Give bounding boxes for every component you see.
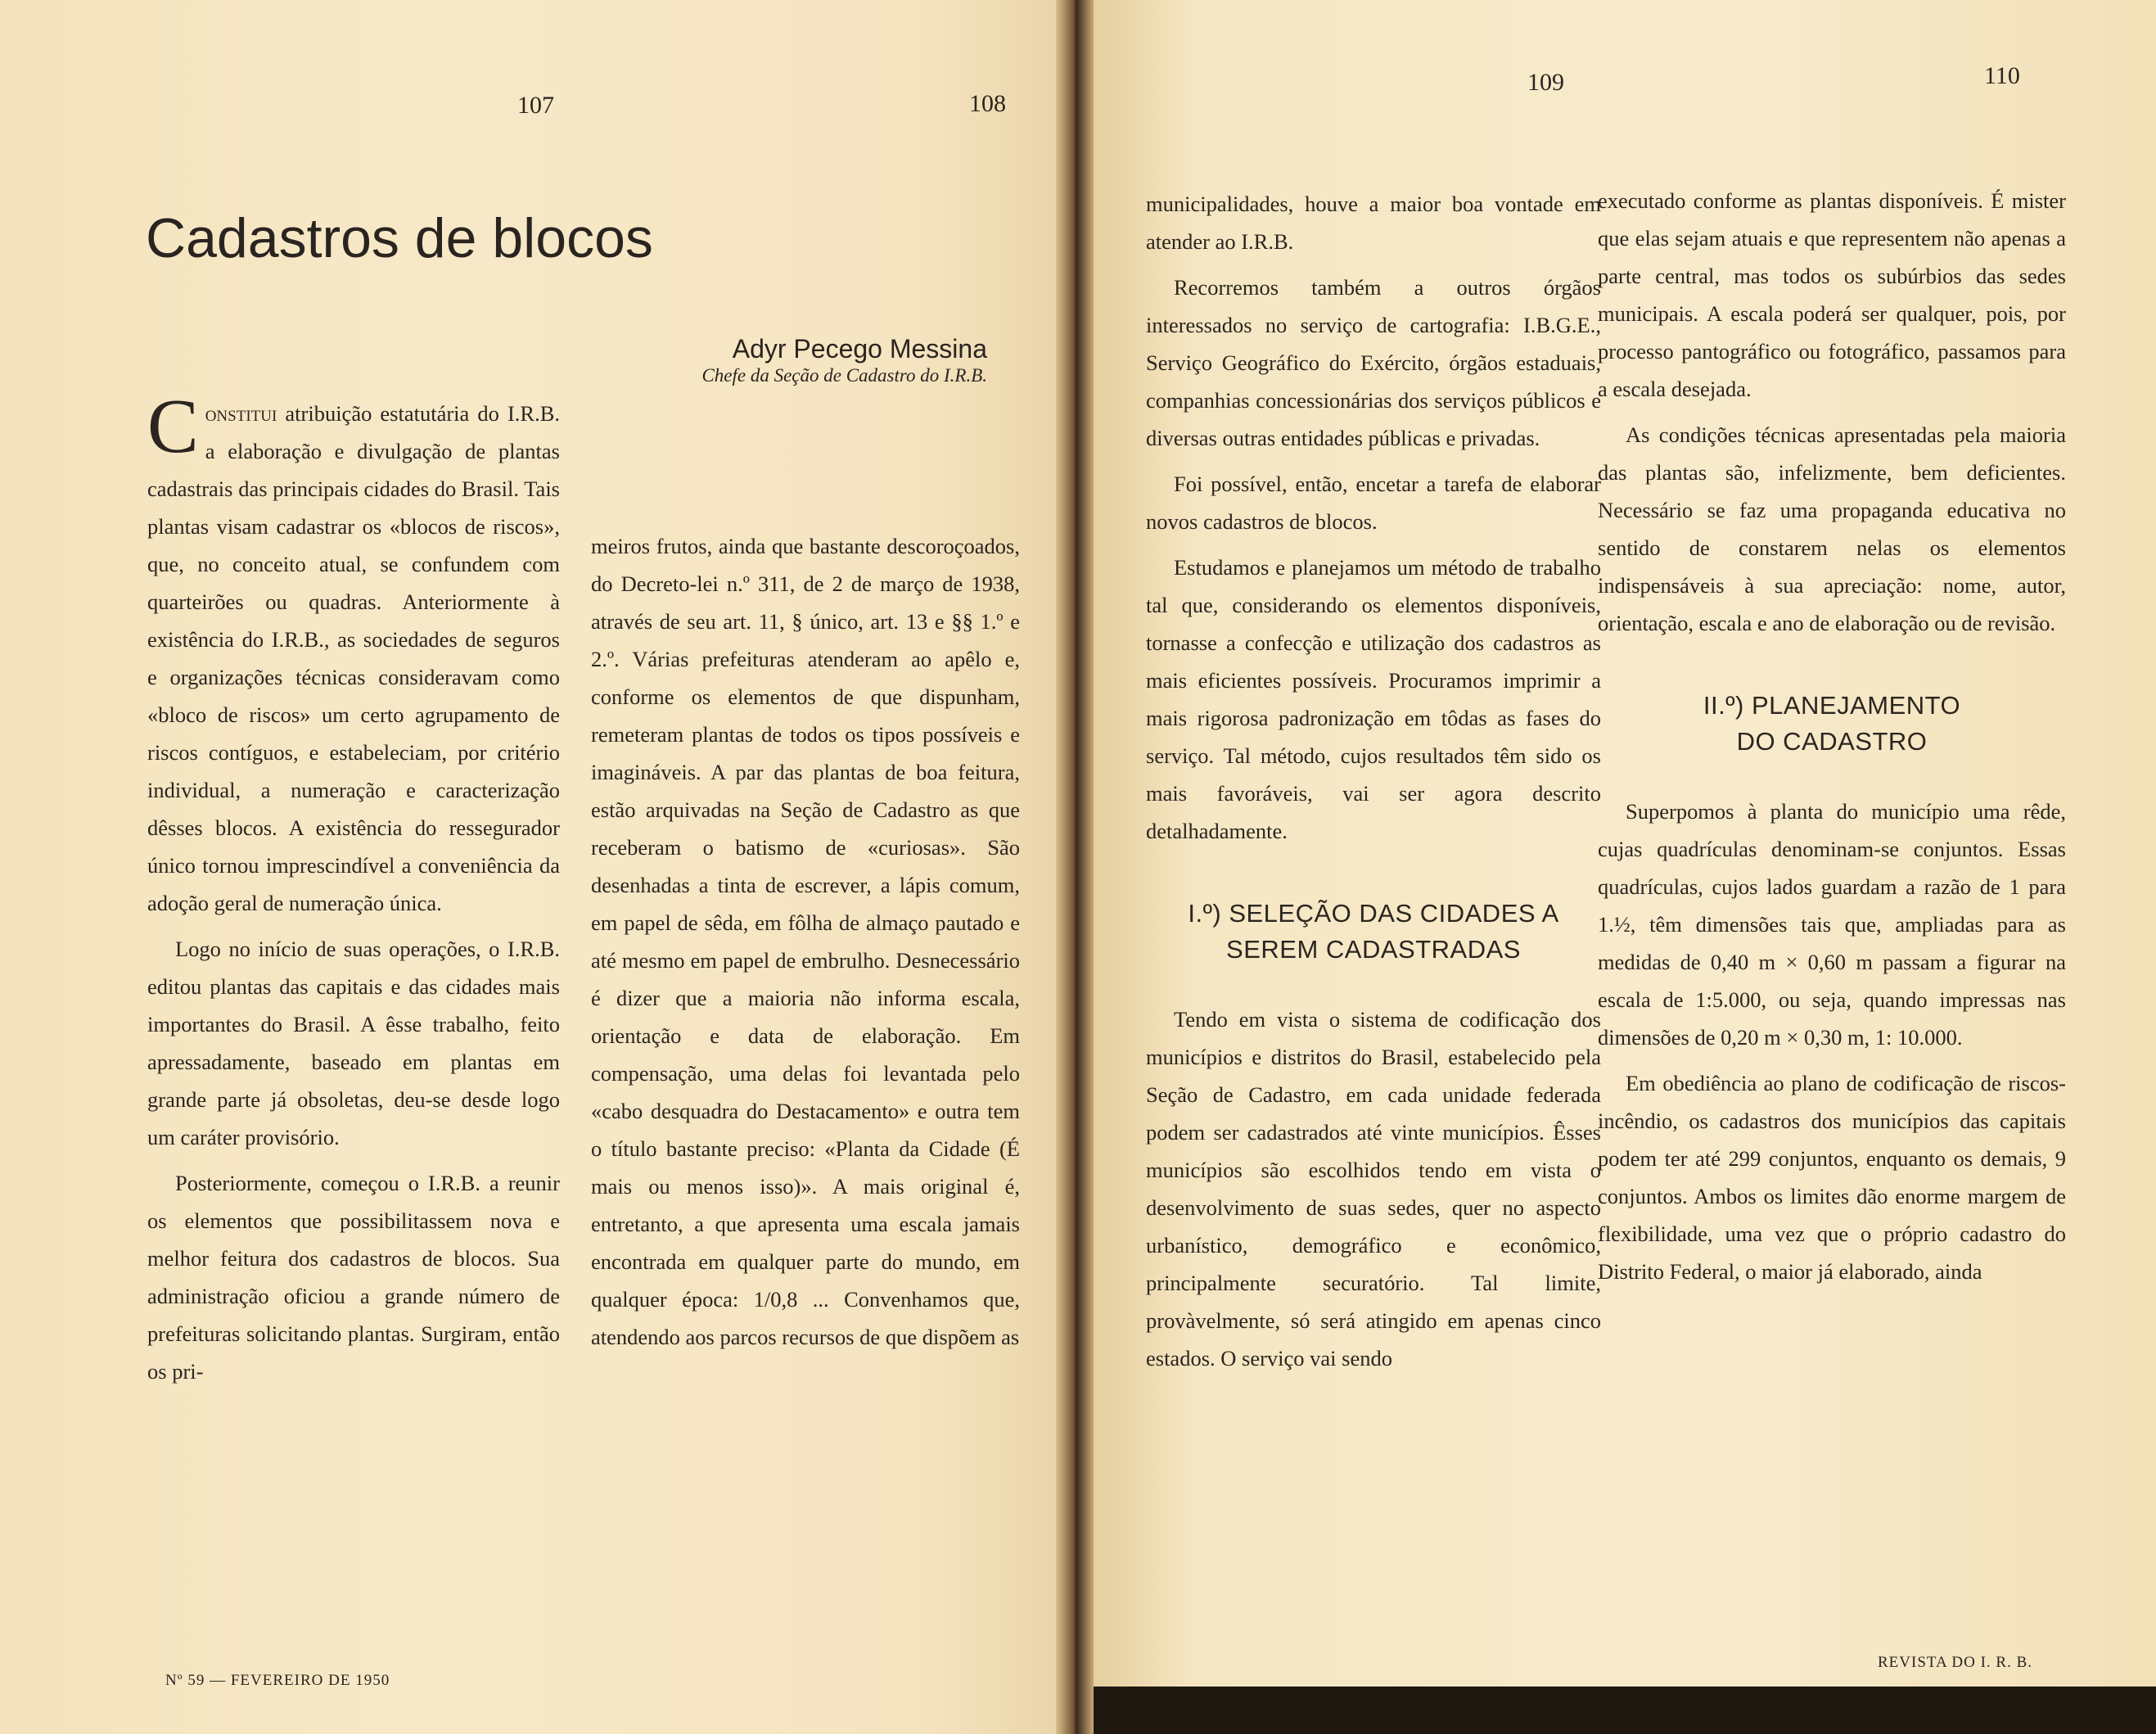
col2-paragraph-1: meiros frutos, ainda que bastante descoroçoados, do Decreto-lei n.º 311, de 2 de março de 1938, através de seu art. 11, § único, art. 13 e §§ 1.º e 2.º. Várias prefeituras atenderam ao apêlo e, conforme os elementos de que dispunham, remeteram plantas de todos os tipos possíveis e imagináveis. A par das plantas de boa feitura, estão arquivadas na Seção de Cadastro as que receberam o batismo de «curiosas». São desenhadas a tinta de escrever, a lápis comum, em papel de sêda, em fôlha de almaço pautado e até mesmo em papel de embrulho. Desnecessário é dizer que a maioria não informa escala, orientação e data de elaboração. Em compensação, uma delas foi levantada pelo «cabo desquadra do Destacamento» e outra tem o título bastante preciso: «Planta da Cidade (É mais ou menos isso)». A mais original é, entretanto, a que apresenta uma escala jamais encontrada em qualquer parte do mundo, em qualquer época: 1/0,8 ... Convenhamos que, atendendo aos parcos recursos de que dispõem as: [591, 534, 1020, 1349]
col3-paragraph-1: municipalidades, houve a maior boa vontade em atender ao I.R.B.: [1146, 192, 1601, 254]
col3-paragraph-2: Recorremos também a outros órgãos interessados no serviço de cartografia: I.B.G.E., Serviço Geográfico do Exército, órgãos estaduais, companhias concessionárias dos serviços públicos e diversas outras entidades públicas e privadas.: [1146, 275, 1601, 450]
col4-paragraph-1: executado conforme as plantas disponíveis. É mister que elas sejam atuais e que representem não apenas a parte central, mas todos os subúrbios das sedes municipais. A escala poderá ser qualquer, pois, por processo pantográfico ou fotográfico, passamos para a escala desejada.: [1598, 188, 2066, 401]
section-heading-1-line-2: SEREM CADASTRADAS: [1226, 935, 1521, 964]
column-3: [1146, 185, 1601, 1385]
col1-paragraph-2: Logo no início de suas operações, o I.R.B. editou plantas das capitais e das cidades mais importantes do Brasil. A êsse trabalho, feito apressadamente, baseado em plantas em grande parte já obsoletas, deu-se desde logo um caráter provisório.: [147, 937, 560, 1149]
page-number-110: 110: [1984, 62, 2020, 89]
col4-paragraph-2: As condições técnicas apresentadas pela maioria das plantas são, infelizmente, bem deficientes. Necessário se faz uma propaganda educativa no sentido de constarem nelas os elementos indispensáveis à sua apreciação: nome, autor, orientação, escala e ano de elaboração ou de revisão.: [1598, 422, 2066, 635]
section-heading-2-line-2: DO CADASTRO: [1736, 727, 1928, 756]
col1-p1-text: atribuição estatutária do I.R.B. a elaboração e divulgação de plantas cadastrais das principais cidades do Brasil. Tais plantas visam cadastrar os «blocos de riscos», que, no conceito atual, se confundem com quarteirões ou quadras. Anteriormente à existência do I.R.B., as sociedades de seguros e organizações técnicas consideravam como «bloco de riscos» um certo agrupamento de riscos contíguos, e estabeleciam, por critério individual, a numeração e caracterização dêsses blocos. A existência do ressegurador único tornou imprescindível a conveniência da adoção geral de numeração única.: [147, 401, 560, 915]
drop-cap: C: [147, 384, 199, 469]
col1-paragraph-1: [147, 384, 560, 922]
footer-issue: Nº 59 — FEVEREIRO DE 1950: [165, 1672, 390, 1689]
column-2: [591, 527, 1020, 1364]
page-number-108: 108: [969, 90, 1006, 117]
col1-first-word: onstitui: [205, 401, 277, 426]
page-number-109: 109: [1527, 69, 1564, 96]
section-heading-1: [1146, 896, 1601, 968]
section-heading-2: [1598, 688, 2066, 760]
col3-paragraph-4: Estudamos e planejamos um método de trabalho tal que, considerando os elementos disponíveis, tornasse a confecção e utilização dos cadastros as mais eficientes possíveis. Procuramos imprimir a mais rigorosa padronização em tôdas as fases do serviço. Tal método, cujos resultados têm sido os mais favoráveis, vai ser agora descrito detalhadamente.: [1146, 555, 1601, 843]
section-heading-1-line-1: I.º) SELEÇÃO DAS CIDADES A: [1188, 899, 1559, 928]
col3-paragraph-3: Foi possível, então, encetar a tarefa de elaborar novos cadastros de blocos.: [1146, 472, 1601, 534]
article-title: Cadastros de blocos: [146, 207, 653, 269]
col4-paragraph-3: Superpomos à planta do município uma rêde, cujas quadrículas denominam-se conjuntos. Essas quadrículas, cujos lados guardam a razão de 1 para 1.½, têm dimensões tais que, ampliadas para as medidas de 0,40 m × 0,60 m passam a figurar na escala de 1:5.000, ou seja, quando impressas nas dimensões de 0,20 m × 0,30 m, 1: 10.000.: [1598, 799, 2066, 1050]
col1-paragraph-3: Posteriormente, começou o I.R.B. a reunir os elementos que possibilitassem nova e melhor feitura dos cadastros de blocos. Sua administração oficiou a grande número de prefeituras solicitando plantas. Surgiram, então os pri-: [147, 1171, 560, 1384]
col4-paragraph-4: Em obediência ao plano de codificação de riscos-incêndio, os cadastros dos municípios das capitais podem ter até 299 conjuntos, enquanto os demais, 9 conjuntos. Ambos os limites dão enorme margem de flexibilidade, uma vez que o próprio cadastro do Distrito Federal, o maior já elaborado, ainda: [1598, 1071, 2066, 1284]
page-number-107: 107: [517, 92, 554, 119]
col3-paragraph-5: Tendo em vista o sistema de codificação dos municípios e distritos do Brasil, estabelecido pela Seção de Cadastro, em cada unidade federada podem ser cadastrados até vinte municípios. Êsses municípios são escolhidos tendo em vista o desenvolvimento de suas sedes, quer no aspecto urbanístico, demográfico e econômico, principalmente securatório. Tal limite, provàvelmente, só será atingido em apenas cinco estados. O serviço vai sendo: [1146, 1007, 1601, 1370]
page-edge-shadow: [1064, 1687, 2156, 1734]
column-1: [147, 384, 560, 1398]
column-4: [1598, 182, 2066, 1298]
article-author: Adyr Pecego Messina: [732, 334, 987, 364]
footer-journal: REVISTA DO I. R. B.: [1878, 1654, 2033, 1671]
section-heading-2-line-1: II.º) PLANEJAMENTO: [1703, 691, 1961, 720]
author-affiliation: Chefe da Seção de Cadastro do I.R.B.: [701, 365, 987, 386]
book-gutter: [1056, 0, 1094, 1734]
